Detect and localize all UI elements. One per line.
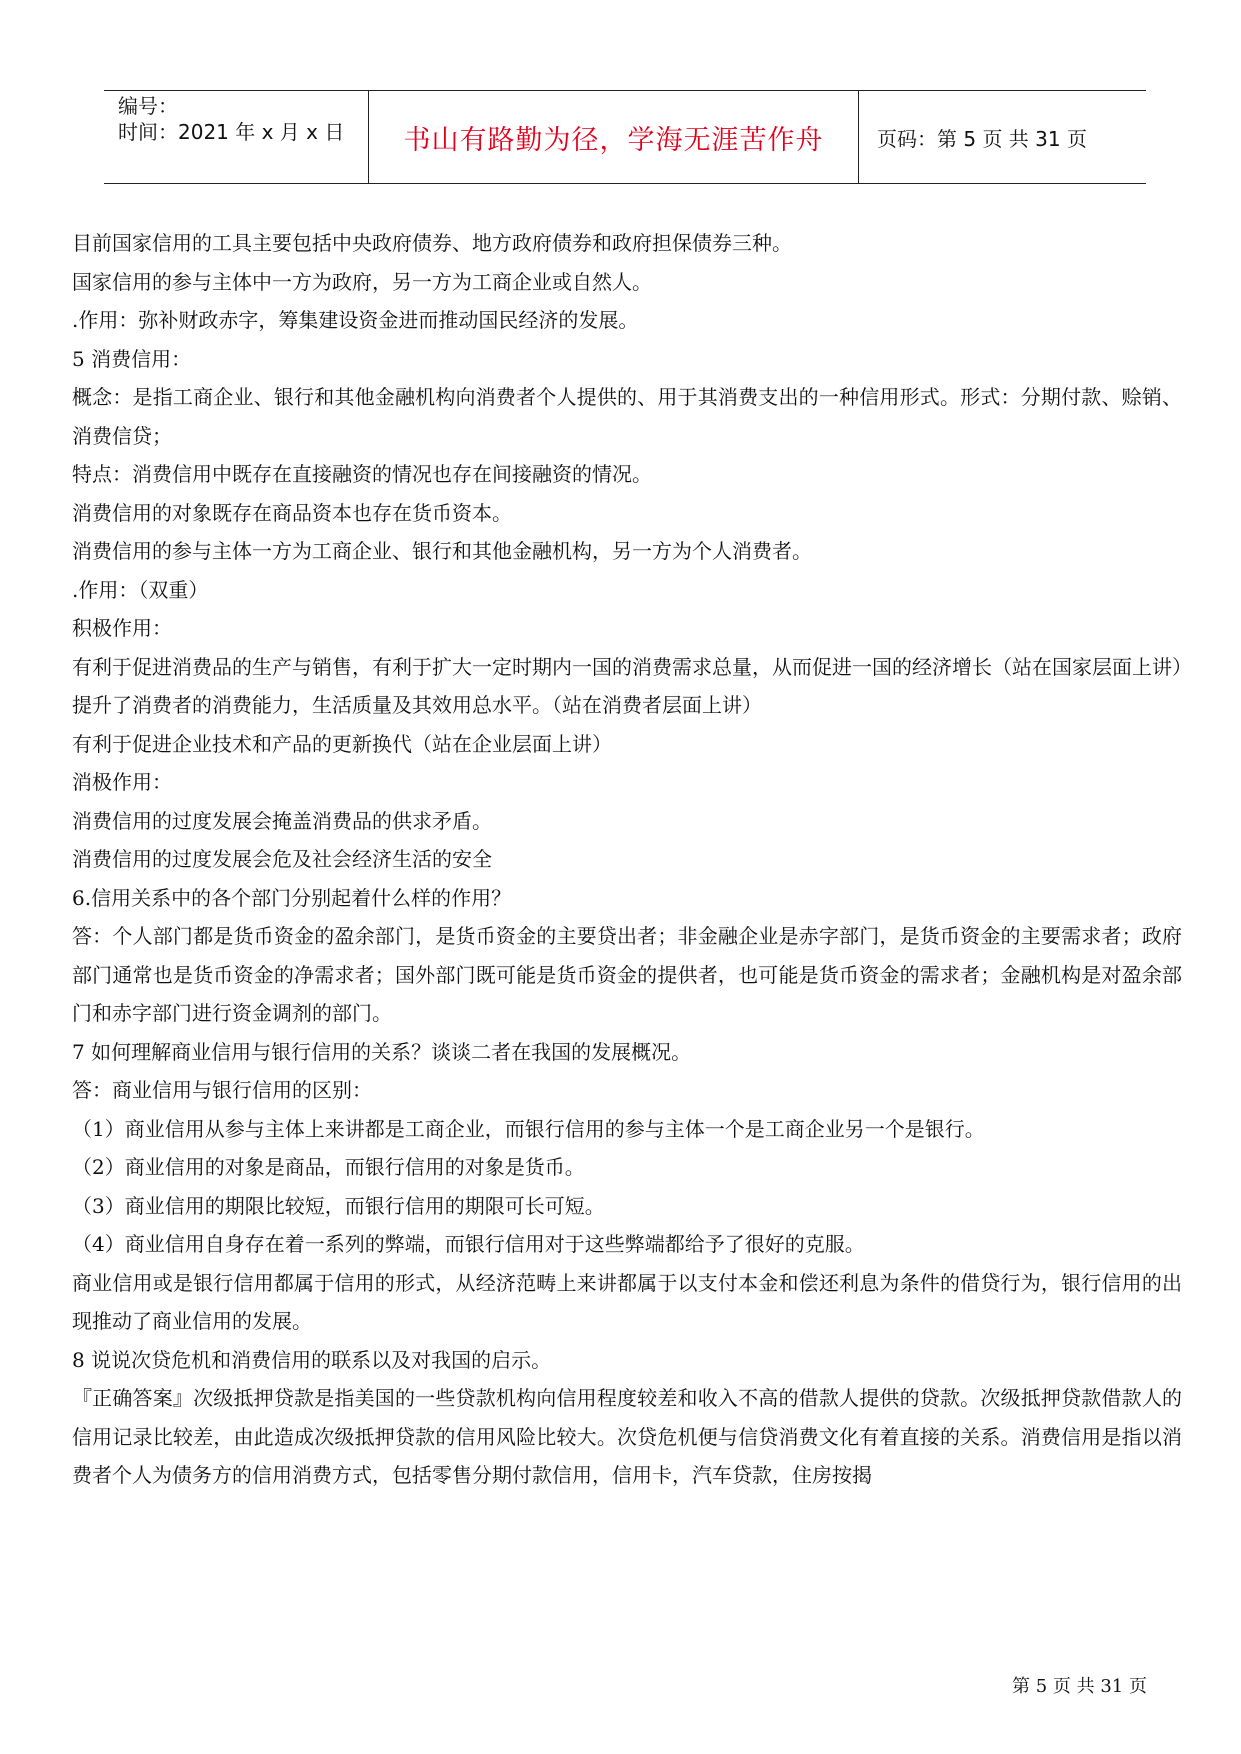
section-heading: 5 消费信用： [72,346,192,371]
header-motto: 书山有路勤为径，学海无涯苦作舟 [403,124,824,156]
paragraph: 特点：消费信用中既存在直接融资的情况也存在间接融资的情况。 [72,462,652,486]
paragraph: 有利于促进企业技术和产品的更新换代（站在企业层面上讲） [72,731,612,756]
header-page-cell [859,91,1146,183]
paragraph: 答：商业信用与银行信用的区别： [72,1078,372,1102]
page-footer [1012,1675,1147,1699]
header-left-cell [104,91,368,183]
footer-page-indicator: 第 5 页 共 31 页 [1012,1676,1147,1697]
list-item: （2）商业信用的对象是商品，而银行信用的对象是货币。 [72,1155,585,1179]
header-page-code: 页码：第 5 页 共 31 页 [877,126,1087,151]
paragraph: 商业信用或是银行信用都属于信用的形式，从经济范畴上来讲都属于以支付本金和偿还利息为条件的借贷行为，银行信用的出现推动了商业信用的发展。 [72,1270,1182,1333]
page-header [104,90,1146,184]
document-time-label: 时间：2021 年 x 月 x 日 [118,120,345,144]
list-item: （3）商业信用的期限比较短，而银行信用的期限可长可短。 [72,1193,605,1218]
list-item: （4）商业信用自身存在着一系列的弊端，而银行信用对于这些弊端都给予了很好的克服。 [72,1232,865,1256]
paragraph: 目前国家信用的工具主要包括中央政府债券、地方政府债券和政府担保债券三种。 [72,231,792,255]
list-item: （1）商业信用从参与主体上来讲都是工商企业，而银行信用的参与主体一个是工商企业另一个是银行。 [72,1116,985,1141]
paragraph: 概念：是指工商企业、银行和其他金融机构向消费者个人提供的、用于其消费支出的一种信用形式。形式：分期付款、赊销、消费信贷； [72,385,1182,448]
document-body [72,224,1192,1495]
paragraph: 积极作用： [72,616,172,640]
question-heading: 6.信用关系中的各个部门分别起着什么样的作用？ [72,885,512,910]
paragraph: 答：个人部门都是货币资金的盈余部门，是货币资金的主要贷出者；非金融企业是赤字部门，是货币资金的主要需求者；政府部门通常也是货币资金的净需求者；国外部门既可能是货币资金的提供者，也可能是货币资金的需求者；金融机构是对盈余部门和赤字部门进行资金调剂的部门。 [72,924,1182,1025]
paragraph: 『正确答案』次级抵押贷款是指美国的一些贷款机构向信用程度较差和收入不高的借款人提供的贷款。次级抵押贷款借款人的信用记录比较差，由此造成次级抵押贷款的信用风险比较大。次贷危机便与信贷消费文化有着直接的关系。消费信用是指以消费者个人为债务方的信用消费方式，包括零售分期付款信用，信用卡，汽车贷款，住房按揭 [72,1386,1182,1487]
paragraph: .作用：弥补财政赤字，筹集建设资金进而推动国民经济的发展。 [72,308,639,332]
paragraph: 消极作用： [72,770,172,794]
question-heading: 8 说说次贷危机和消费信用的联系以及对我国的启示。 [72,1347,552,1372]
paragraph: 提升了消费者的消费能力，生活质量及其效用总水平。（站在消费者层面上讲） [72,693,762,717]
paragraph: 消费信用的对象既存在商品资本也存在货币资本。 [72,500,512,525]
paragraph: 国家信用的参与主体中一方为政府，另一方为工商企业或自然人。 [72,269,652,294]
header-motto-cell [368,91,859,183]
paragraph: .作用：（双重） [72,577,209,602]
question-heading: 7 如何理解商业信用与银行信用的关系？谈谈二者在我国的发展概况。 [72,1039,692,1064]
document-number-label: 编号： [118,94,178,118]
paragraph: 有利于促进消费品的生产与销售，有利于扩大一定时期内一国的消费需求总量，从而促进一国的经济增长（站在国家层面上讲） [72,654,1192,679]
paragraph: 消费信用的参与主体一方为工商企业、银行和其他金融机构，另一方为个人消费者。 [72,539,812,563]
paragraph: 消费信用的过度发展会掩盖消费品的供求矛盾。 [72,808,492,833]
paragraph: 消费信用的过度发展会危及社会经济生活的安全 [72,847,492,871]
